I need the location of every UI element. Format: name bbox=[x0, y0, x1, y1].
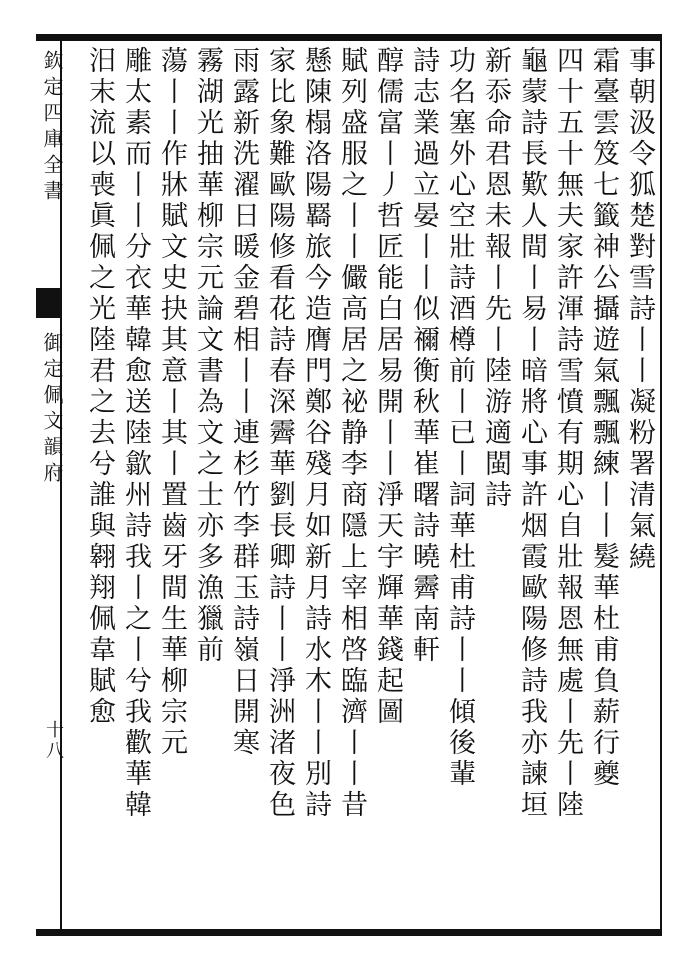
margin-page-number: 十八 bbox=[43, 720, 64, 762]
text-column-6: 功名塞外心空壯詩酒樽前丨已丨詞華杜甫詩丨丨傾後輩 bbox=[444, 46, 475, 790]
text-column-2: 霜臺雲笈七籤神公攝遊氣飄飄練丨丨髮華杜甫負薪行夔 bbox=[588, 46, 619, 790]
margin-collection-title: 欽定四庫全書 bbox=[40, 50, 64, 206]
text-column-7: 詩志業過立晏丨丨似禰衡秋華崔曙詩曉霽南軒 bbox=[408, 46, 439, 666]
right-border-rule bbox=[660, 41, 662, 929]
text-column-14: 蕩丨丨作牀賦文史抉其意丨其丨置齒牙間生華柳宗元 bbox=[156, 46, 187, 759]
text-column-11: 家比象難歐陽修看花詩春深霽華劉長卿詩丨丨淨洲渚夜色 bbox=[264, 46, 295, 821]
text-column-3: 四十五十無夫家許渾詩雪憤有期心自壯報恩無處丨先丨陸 bbox=[552, 46, 583, 821]
text-column-5: 新忝命君恩未報丨先丨陸游適閩詩 bbox=[480, 46, 511, 511]
bottom-border-rule bbox=[36, 929, 662, 936]
text-column-15: 雕太素而丨丨分衣華韓愈送陸歙州詩我丨之丨兮我歡華韓 bbox=[120, 46, 151, 821]
top-border-rule bbox=[36, 34, 662, 41]
margin-book-title: 御定佩文韻府 bbox=[40, 332, 64, 488]
fishtail-block bbox=[36, 288, 60, 318]
text-column-13: 霧湖光抽華柳宗元論文書為文之士亦多漁獵前 bbox=[192, 46, 223, 666]
text-column-10: 懸陳榻洛陽羇旅今造膺門鄭谷殘月如新月詩水木丨丨別詩 bbox=[300, 46, 331, 821]
text-column-16: 汨末流以喪眞佩之光陸君之去兮誰與翱翔佩韋賦愈 bbox=[84, 46, 115, 728]
text-column-8: 醇儒富丨丿哲匠能白居易開丨丨淨天宇輝華錢起圖 bbox=[372, 46, 403, 728]
text-column-9: 賦列盛服之丨丨儼高居之祕静李商隱上宰相啓臨濟丨丨昔 bbox=[336, 46, 367, 821]
text-column-12: 雨露新洗濯日暖金碧相丨丨連杉竹李群玉詩嶺日開寒 bbox=[228, 46, 259, 759]
text-column-1: 事朝汲令狐楚對雪詩丨丨凝粉署清氣繞 bbox=[624, 46, 655, 573]
text-column-4: 龜蒙詩長歎人間丨易丨暗將心事許烟霞歐陽修詩我亦諫垣 bbox=[516, 46, 547, 821]
